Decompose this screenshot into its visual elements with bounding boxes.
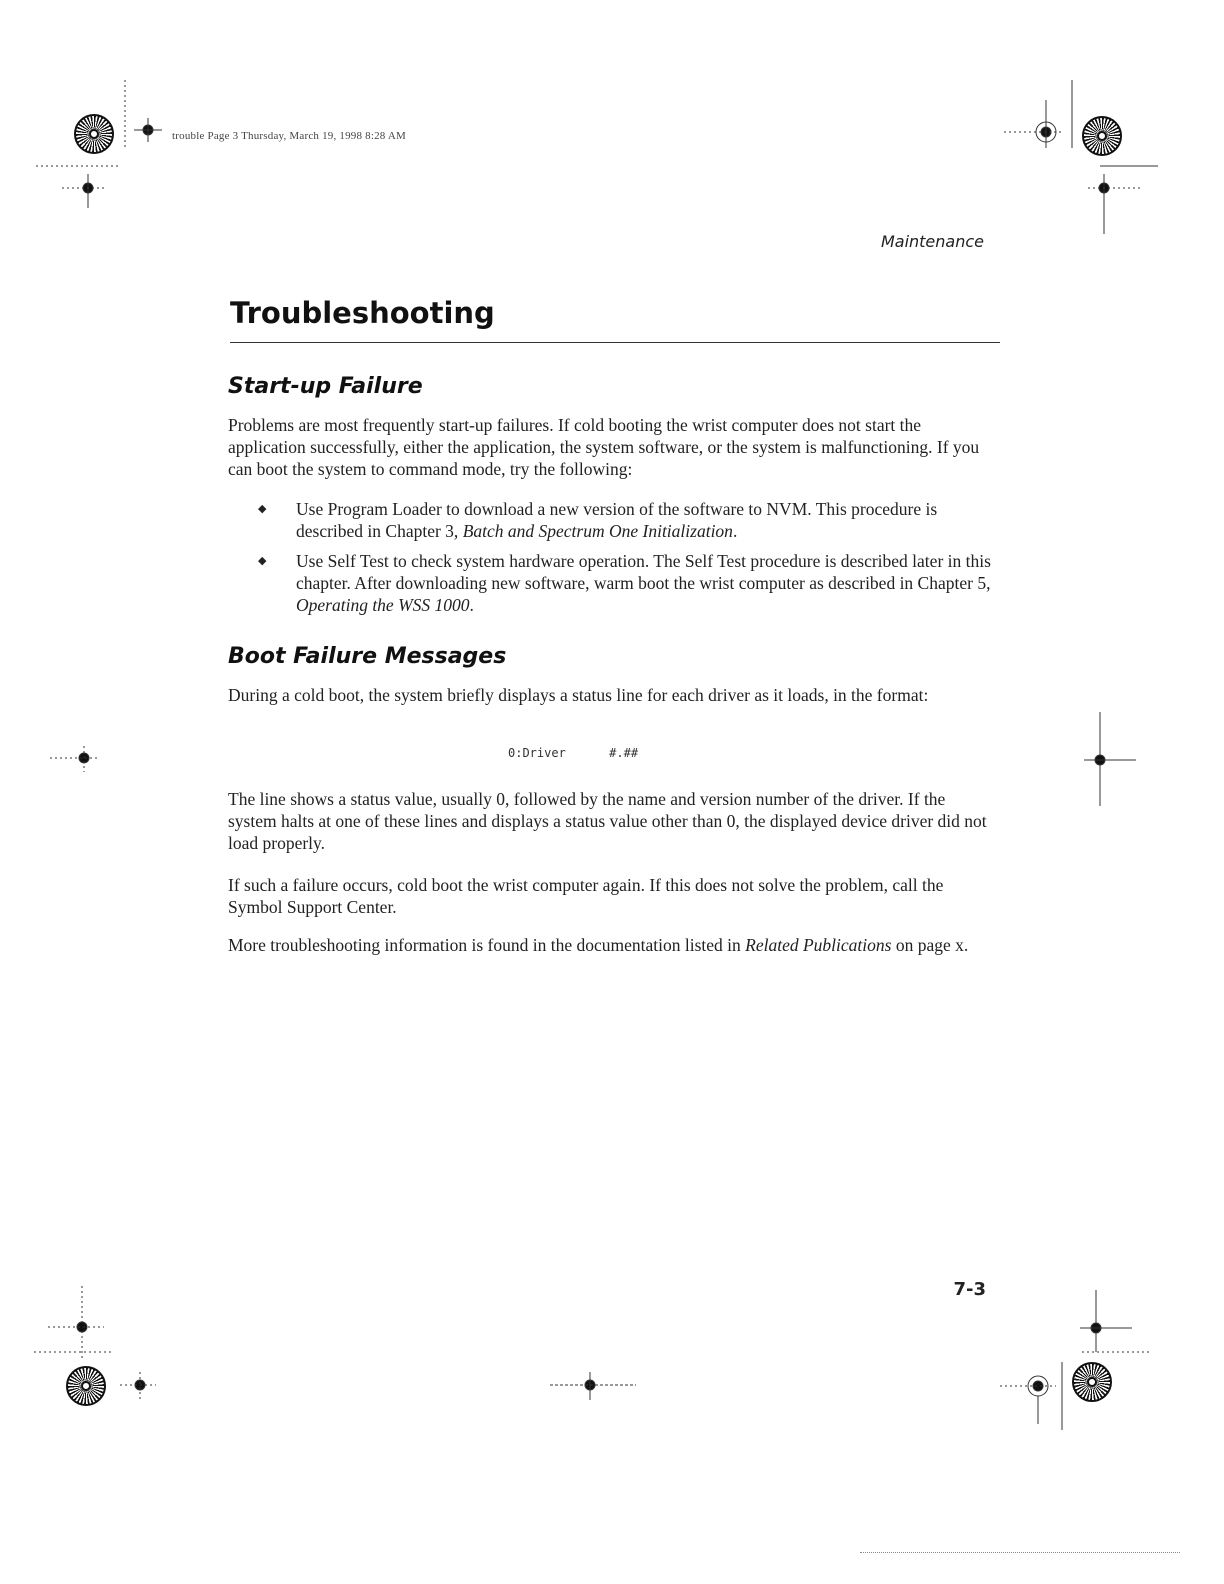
- chapter-reference: Batch and Spectrum One Initialization: [462, 521, 733, 541]
- status-line-format-code: 0:Driver #.##: [508, 746, 639, 760]
- print-slug: trouble Page 3 Thursday, March 19, 1998 8:28 AM: [172, 130, 406, 142]
- related-publications-reference: Related Publications: [745, 935, 892, 955]
- more-info-text: More troubleshooting information is found in the documentation listed in: [228, 935, 746, 955]
- bullet-diamond-icon: ◆: [258, 555, 267, 567]
- failure-action-paragraph: If such a failure occurs, cold boot the wrist computer again. If this does not solve the problem, call the Symbol Support Center.: [228, 875, 944, 917]
- scan-edge-line: [860, 1552, 1180, 1553]
- bullet-end: .: [732, 521, 738, 541]
- boot-intro-paragraph: During a cold boot, the system briefly displays a status line for each driver as it loads, in the format:: [228, 685, 929, 705]
- bullet-text: Use Self Test to check system hardware operation. The Self Test procedure is described later in this chapter. After downloading new software, warm boot the wrist computer as described in Chapter 5,: [296, 551, 991, 593]
- bullet-end: .: [469, 595, 474, 615]
- bullet-text: Use Program Loader to download a new version of the software to NVM. This procedure is described in Chapter 3,: [296, 499, 938, 541]
- section-heading-boot-failure-messages: Boot Failure Messages: [228, 644, 507, 669]
- section-heading-startup-failure: Start-up Failure: [228, 374, 423, 399]
- startup-bullet-list: [228, 498, 998, 624]
- startup-intro-paragraph: Problems are most frequently start-up failures. If cold booting the wrist computer does not start the application successfully, either the application, the system software, or the system is malfunctioning. If you can boot the system to command mode, try the following:: [228, 415, 980, 479]
- list-item: [228, 498, 998, 542]
- title-rule: [230, 342, 1000, 343]
- status-explanation-paragraph: The line shows a status value, usually 0, followed by the name and version number of the driver. If the system halts at one of these lines and displays a status value other than 0, the displayed device driver did not load properly.: [228, 789, 987, 853]
- chapter-reference: Operating the WSS 1000: [296, 595, 470, 615]
- more-info-paragraph: [228, 934, 998, 956]
- page-title: Troubleshooting: [230, 296, 495, 330]
- more-info-page-ref: on page x.: [891, 935, 969, 955]
- list-item: [228, 550, 998, 616]
- bullet-diamond-icon: ◆: [258, 503, 267, 515]
- page-number: 7-3: [953, 1279, 986, 1300]
- running-head: Maintenance: [880, 232, 984, 251]
